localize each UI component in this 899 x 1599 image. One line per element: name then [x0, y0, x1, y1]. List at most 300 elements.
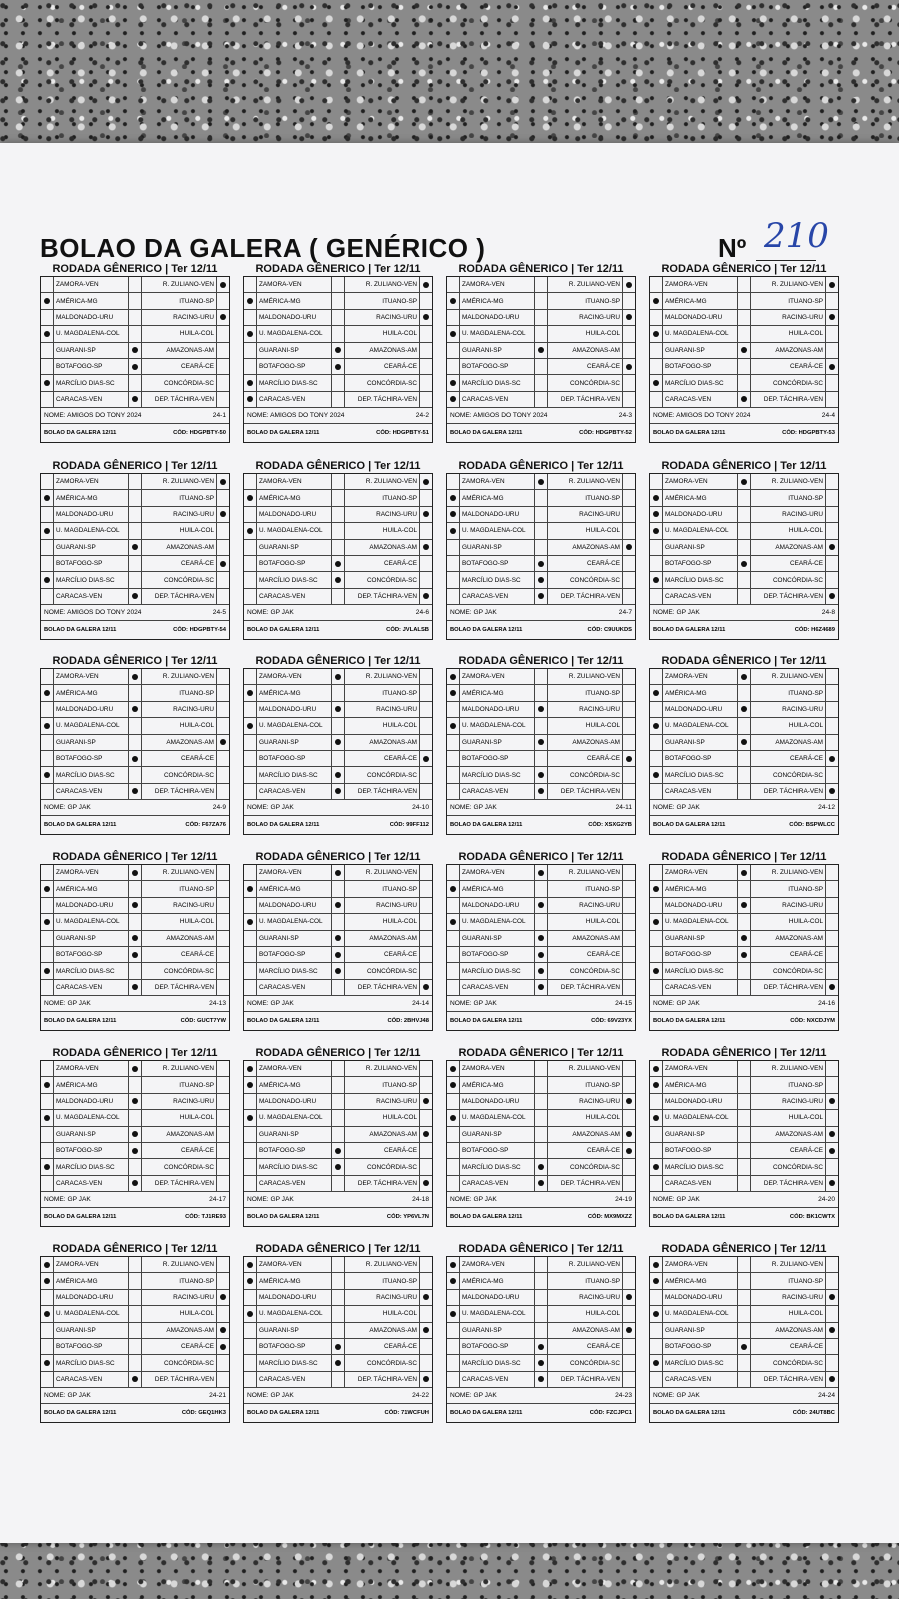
away-team: CEARÁ-CE: [345, 751, 420, 766]
pick-home-cell: [650, 293, 663, 308]
pick-away-cell: [826, 735, 838, 750]
away-team: RACING-URU: [142, 898, 217, 913]
away-team: R. ZULIANO-VEN: [751, 277, 826, 292]
home-team: ZAMORA-VEN: [257, 277, 332, 292]
pick-away-cell: [623, 1159, 635, 1174]
match-row: [41, 947, 229, 963]
pick-draw-cell: [535, 751, 548, 766]
pick-away-cell: [420, 375, 432, 390]
away-team: ITUANO-SP: [142, 685, 217, 700]
ticket-owner: NOME: AMIGOS DO TONY 2024: [44, 412, 142, 420]
ticket-code-row: [447, 1404, 635, 1422]
pick-draw-cell: [332, 702, 345, 717]
ticket-owner-row: [244, 605, 432, 621]
pick-mark-icon: [220, 1344, 226, 1350]
pick-away-cell: [826, 767, 838, 782]
match-row: [650, 1077, 838, 1093]
pick-mark-icon: [44, 723, 50, 729]
match-row: [244, 718, 432, 734]
pick-home-cell: [41, 931, 54, 946]
pick-draw-cell: [738, 685, 751, 700]
away-team: ITUANO-SP: [142, 881, 217, 896]
pick-draw-cell: [535, 1176, 548, 1191]
match-row: [447, 375, 635, 391]
pick-mark-icon: [829, 364, 835, 370]
away-team: AMAZONAS-AM: [142, 1323, 217, 1338]
pick-draw-cell: [535, 1094, 548, 1109]
pick-mark-icon: [335, 1344, 341, 1350]
pick-home-cell: [244, 310, 257, 325]
pick-home-cell: [650, 702, 663, 717]
match-row: [650, 718, 838, 734]
ticket-owner-row: [447, 996, 635, 1012]
pick-draw-cell: [332, 1159, 345, 1174]
home-team: CARACAS-VEN: [460, 589, 535, 604]
ticket-code-row: [41, 1404, 229, 1422]
pick-draw-cell: [129, 718, 142, 733]
ticket-footer-label: BOLAO DA GALERA 12/11: [450, 1410, 523, 1417]
pick-home-cell: [447, 947, 460, 962]
pick-draw-cell: [332, 963, 345, 978]
match-row: [447, 1273, 635, 1289]
home-team: BOTAFOGO-SP: [460, 947, 535, 962]
pick-away-cell: [420, 1094, 432, 1109]
ticket-title: RODADA GÊNERICO | Ter 12/11: [52, 655, 218, 667]
pick-away-cell: [826, 1094, 838, 1109]
ticket-code: CÓD: BK1CWTX: [789, 1214, 835, 1221]
match-row: [447, 540, 635, 556]
pick-away-cell: [217, 751, 229, 766]
home-team: AMÉRICA-MG: [54, 490, 129, 505]
home-team: AMÉRICA-MG: [54, 1273, 129, 1288]
home-team: ZAMORA-VEN: [54, 669, 129, 684]
home-team: GUARANI-SP: [663, 343, 738, 358]
home-team: MALDONADO-URU: [460, 1290, 535, 1305]
home-team: U. MAGDALENA-COL: [54, 718, 129, 733]
ticket-owner-row: [41, 996, 229, 1012]
match-row: [650, 310, 838, 326]
ticket-title: RODADA GÊNERICO | Ter 12/11: [661, 263, 827, 275]
pick-draw-cell: [738, 490, 751, 505]
pick-home-cell: [447, 735, 460, 750]
home-team: MALDONADO-URU: [257, 310, 332, 325]
home-team: MARCÍLIO DIAS-SC: [257, 963, 332, 978]
home-team: ZAMORA-VEN: [663, 1061, 738, 1076]
match-row: [244, 865, 432, 881]
home-team: MALDONADO-URU: [257, 1290, 332, 1305]
away-team: CEARÁ-CE: [345, 556, 420, 571]
ticket-owner: NOME: GP JAK: [247, 1196, 294, 1204]
ticket-id: 24-9: [212, 804, 226, 812]
match-row: [447, 735, 635, 751]
pick-home-cell: [650, 1077, 663, 1092]
pick-mark-icon: [132, 674, 138, 680]
pick-away-cell: [420, 1143, 432, 1158]
pick-home-cell: [650, 947, 663, 962]
match-row: [41, 1159, 229, 1175]
pick-home-cell: [447, 931, 460, 946]
pick-mark-icon: [132, 756, 138, 762]
pick-mark-icon: [653, 1115, 659, 1121]
pick-away-cell: [623, 784, 635, 799]
ticket-footer-label: BOLAO DA GALERA 12/11: [247, 1410, 320, 1417]
pick-home-cell: [447, 474, 460, 489]
pick-away-cell: [826, 1143, 838, 1158]
pick-mark-icon: [220, 739, 226, 745]
ticket-card: [243, 850, 433, 1028]
ticket-owner: NOME: GP JAK: [450, 1196, 497, 1204]
ticket-footer-label: BOLAO DA GALERA 12/11: [247, 1018, 320, 1025]
pick-home-cell: [447, 490, 460, 505]
match-row: [41, 1094, 229, 1110]
pick-mark-icon: [653, 1311, 659, 1317]
pick-mark-icon: [44, 1115, 50, 1121]
ticket-owner-row: [41, 1388, 229, 1404]
pick-away-cell: [420, 1339, 432, 1354]
ticket-title: RODADA GÊNERICO | Ter 12/11: [52, 851, 218, 863]
away-team: RACING-URU: [142, 507, 217, 522]
pick-draw-cell: [129, 375, 142, 390]
pick-mark-icon: [247, 1115, 253, 1121]
pick-mark-icon: [132, 935, 138, 941]
pick-home-cell: [447, 1061, 460, 1076]
home-team: MARCÍLIO DIAS-SC: [54, 767, 129, 782]
away-team: R. ZULIANO-VEN: [345, 669, 420, 684]
pick-home-cell: [41, 1257, 54, 1272]
pick-away-cell: [217, 1339, 229, 1354]
pick-away-cell: [623, 540, 635, 555]
pick-draw-cell: [535, 293, 548, 308]
pick-draw-cell: [738, 589, 751, 604]
pick-home-cell: [650, 540, 663, 555]
pick-home-cell: [447, 523, 460, 538]
away-team: R. ZULIANO-VEN: [751, 865, 826, 880]
away-team: ITUANO-SP: [751, 293, 826, 308]
pick-mark-icon: [741, 1344, 747, 1350]
pick-home-cell: [41, 1290, 54, 1305]
match-row: [650, 980, 838, 996]
home-team: CARACAS-VEN: [257, 784, 332, 799]
match-row: [41, 1290, 229, 1306]
home-team: MARCÍLIO DIAS-SC: [663, 1355, 738, 1370]
home-team: AMÉRICA-MG: [257, 1273, 332, 1288]
pick-draw-cell: [332, 865, 345, 880]
pick-draw-cell: [738, 277, 751, 292]
match-row: [650, 326, 838, 342]
ticket-title: RODADA GÊNERICO | Ter 12/11: [255, 263, 421, 275]
away-team: HUILA-COL: [142, 718, 217, 733]
pick-mark-icon: [44, 1360, 50, 1366]
pick-draw-cell: [332, 1273, 345, 1288]
pick-away-cell: [217, 767, 229, 782]
away-team: CEARÁ-CE: [548, 751, 623, 766]
pick-home-cell: [650, 963, 663, 978]
ticket-owner: NOME: GP JAK: [653, 1000, 700, 1008]
home-team: BOTAFOGO-SP: [663, 947, 738, 962]
ticket-owner: NOME: AMIGOS DO TONY 2024: [653, 412, 751, 420]
away-team: RACING-URU: [548, 702, 623, 717]
pick-mark-icon: [829, 756, 835, 762]
pick-home-cell: [447, 326, 460, 341]
away-team: HUILA-COL: [548, 1306, 623, 1321]
ticket-footer-label: BOLAO DA GALERA 12/11: [44, 430, 117, 437]
pick-away-cell: [420, 881, 432, 896]
home-team: ZAMORA-VEN: [54, 1257, 129, 1272]
pick-draw-cell: [738, 1257, 751, 1272]
pick-away-cell: [623, 1094, 635, 1109]
away-team: CEARÁ-CE: [142, 556, 217, 571]
away-team: AMAZONAS-AM: [548, 1127, 623, 1142]
pick-home-cell: [41, 540, 54, 555]
match-row: [244, 1339, 432, 1355]
pick-draw-cell: [332, 1290, 345, 1305]
ticket-id: 24-23: [615, 1392, 632, 1400]
match-row: [447, 507, 635, 523]
pick-draw-cell: [738, 718, 751, 733]
match-row: [41, 572, 229, 588]
match-row: [650, 669, 838, 685]
pick-away-cell: [217, 293, 229, 308]
match-row: [447, 589, 635, 605]
ticket-code: CÓD: HDGPBTY-50: [173, 430, 226, 437]
pick-draw-cell: [332, 1061, 345, 1076]
pick-mark-icon: [450, 1115, 456, 1121]
pick-mark-icon: [44, 380, 50, 386]
away-team: DEP. TÁCHIRA-VEN: [345, 392, 420, 407]
pick-draw-cell: [535, 375, 548, 390]
match-row: [244, 375, 432, 391]
ticket-owner-row: [447, 408, 635, 424]
pick-away-cell: [420, 767, 432, 782]
away-team: DEP. TÁCHIRA-VEN: [345, 784, 420, 799]
home-team: GUARANI-SP: [257, 1127, 332, 1142]
pick-draw-cell: [535, 980, 548, 995]
pick-home-cell: [650, 474, 663, 489]
home-team: MARCÍLIO DIAS-SC: [257, 572, 332, 587]
pick-away-cell: [623, 375, 635, 390]
pick-mark-icon: [450, 723, 456, 729]
pick-draw-cell: [535, 540, 548, 555]
ticket-owner: NOME: GP JAK: [44, 1196, 91, 1204]
pick-away-cell: [623, 556, 635, 571]
ticket-table: [40, 473, 230, 640]
ticket-code: CÓD: 99FF112: [389, 822, 429, 829]
pick-mark-icon: [538, 1180, 544, 1186]
away-team: AMAZONAS-AM: [142, 1127, 217, 1142]
pick-mark-icon: [247, 1066, 253, 1072]
pick-draw-cell: [332, 718, 345, 733]
pick-mark-icon: [741, 396, 747, 402]
pick-draw-cell: [738, 392, 751, 407]
away-team: CONCÓRDIA-SC: [345, 767, 420, 782]
pick-home-cell: [41, 326, 54, 341]
pick-away-cell: [623, 1323, 635, 1338]
match-row: [41, 507, 229, 523]
ticket-code-row: [447, 1012, 635, 1030]
home-team: U. MAGDALENA-COL: [257, 718, 332, 733]
away-team: CONCÓRDIA-SC: [751, 1159, 826, 1174]
pick-away-cell: [217, 1143, 229, 1158]
ticket-table: [40, 1060, 230, 1227]
pick-mark-icon: [335, 347, 341, 353]
pick-home-cell: [447, 1290, 460, 1305]
pick-home-cell: [244, 980, 257, 995]
away-team: DEP. TÁCHIRA-VEN: [345, 1176, 420, 1191]
pick-away-cell: [826, 310, 838, 325]
match-row: [244, 1290, 432, 1306]
ticket-table: [649, 668, 839, 835]
pick-away-cell: [623, 1355, 635, 1370]
granite-surface-bottom: [0, 1538, 899, 1599]
away-team: AMAZONAS-AM: [751, 735, 826, 750]
pick-draw-cell: [535, 589, 548, 604]
pick-mark-icon: [450, 380, 456, 386]
pick-mark-icon: [450, 396, 456, 402]
pick-mark-icon: [626, 1294, 632, 1300]
match-row: [650, 1110, 838, 1126]
pick-draw-cell: [738, 980, 751, 995]
home-team: MALDONADO-URU: [257, 702, 332, 717]
pick-home-cell: [650, 980, 663, 995]
ticket-table: [243, 473, 433, 640]
pick-away-cell: [623, 589, 635, 604]
match-row: [650, 1306, 838, 1322]
pick-draw-cell: [738, 556, 751, 571]
home-team: MARCÍLIO DIAS-SC: [663, 1159, 738, 1174]
pick-home-cell: [650, 865, 663, 880]
ticket-owner: NOME: GP JAK: [247, 1392, 294, 1400]
away-team: CEARÁ-CE: [751, 947, 826, 962]
ticket-table: [243, 864, 433, 1031]
home-team: U. MAGDALENA-COL: [54, 326, 129, 341]
match-row: [244, 1061, 432, 1077]
pick-home-cell: [41, 507, 54, 522]
match-row: [41, 751, 229, 767]
pick-draw-cell: [332, 556, 345, 571]
pick-home-cell: [447, 1159, 460, 1174]
match-row: [41, 1372, 229, 1388]
pick-mark-icon: [423, 282, 429, 288]
pick-mark-icon: [450, 331, 456, 337]
pick-draw-cell: [332, 1110, 345, 1125]
pick-away-cell: [420, 293, 432, 308]
home-team: GUARANI-SP: [663, 1127, 738, 1142]
match-row: [244, 343, 432, 359]
ticket-table: [40, 668, 230, 835]
pick-home-cell: [41, 735, 54, 750]
pick-draw-cell: [332, 1176, 345, 1191]
match-row: [41, 490, 229, 506]
pick-away-cell: [826, 523, 838, 538]
ticket-table: [40, 864, 230, 1031]
away-team: DEP. TÁCHIRA-VEN: [345, 1372, 420, 1387]
pick-mark-icon: [653, 919, 659, 925]
pick-away-cell: [623, 1077, 635, 1092]
match-row: [41, 523, 229, 539]
pick-away-cell: [217, 718, 229, 733]
pick-home-cell: [650, 881, 663, 896]
pick-mark-icon: [247, 298, 253, 304]
match-row: [650, 556, 838, 572]
pick-draw-cell: [332, 1355, 345, 1370]
away-team: HUILA-COL: [142, 1110, 217, 1125]
pick-draw-cell: [129, 556, 142, 571]
pick-away-cell: [623, 914, 635, 929]
pick-home-cell: [41, 1339, 54, 1354]
away-team: RACING-URU: [751, 1290, 826, 1305]
away-team: RACING-URU: [142, 310, 217, 325]
ticket-code: CÓD: 71WCFUH: [384, 1410, 429, 1417]
home-team: ZAMORA-VEN: [460, 669, 535, 684]
ticket-card: [446, 850, 636, 1028]
match-row: [41, 980, 229, 996]
ticket-owner: NOME: AMIGOS DO TONY 2024: [450, 412, 548, 420]
ticket-title: RODADA GÊNERICO | Ter 12/11: [661, 655, 827, 667]
ticket-table: [446, 276, 636, 443]
away-team: ITUANO-SP: [751, 1273, 826, 1288]
pick-draw-cell: [332, 359, 345, 374]
pick-away-cell: [623, 963, 635, 978]
match-row: [244, 963, 432, 979]
pick-away-cell: [826, 881, 838, 896]
pick-draw-cell: [129, 1290, 142, 1305]
away-team: HUILA-COL: [345, 718, 420, 733]
ticket-owner: NOME: GP JAK: [450, 804, 497, 812]
match-row: [447, 1323, 635, 1339]
away-team: CEARÁ-CE: [751, 556, 826, 571]
ticket-title: RODADA GÊNERICO | Ter 12/11: [661, 460, 827, 472]
away-team: CEARÁ-CE: [751, 359, 826, 374]
match-row: [244, 767, 432, 783]
match-row: [41, 1061, 229, 1077]
ticket-title: RODADA GÊNERICO | Ter 12/11: [52, 1243, 218, 1255]
pick-mark-icon: [626, 1131, 632, 1137]
pick-draw-cell: [535, 1290, 548, 1305]
pick-mark-icon: [538, 788, 544, 794]
away-team: DEP. TÁCHIRA-VEN: [345, 980, 420, 995]
pick-draw-cell: [738, 914, 751, 929]
ticket-code-row: [244, 1208, 432, 1226]
home-team: ZAMORA-VEN: [663, 669, 738, 684]
pick-home-cell: [244, 947, 257, 962]
ticket-code-row: [244, 816, 432, 834]
pick-away-cell: [826, 898, 838, 913]
pick-home-cell: [650, 589, 663, 604]
pick-home-cell: [244, 669, 257, 684]
ticket-code: CÓD: F67ZA76: [185, 822, 226, 829]
home-team: MARCÍLIO DIAS-SC: [54, 963, 129, 978]
home-team: MARCÍLIO DIAS-SC: [663, 963, 738, 978]
match-row: [650, 1159, 838, 1175]
away-team: AMAZONAS-AM: [345, 540, 420, 555]
home-team: AMÉRICA-MG: [460, 490, 535, 505]
pick-away-cell: [420, 507, 432, 522]
pick-mark-icon: [829, 788, 835, 794]
pick-away-cell: [826, 277, 838, 292]
away-team: AMAZONAS-AM: [548, 1323, 623, 1338]
pick-draw-cell: [738, 507, 751, 522]
pick-away-cell: [623, 702, 635, 717]
pick-draw-cell: [129, 1273, 142, 1288]
home-team: CARACAS-VEN: [54, 784, 129, 799]
pick-away-cell: [623, 898, 635, 913]
home-team: U. MAGDALENA-COL: [663, 523, 738, 538]
pick-draw-cell: [535, 702, 548, 717]
pick-away-cell: [826, 375, 838, 390]
pick-away-cell: [217, 277, 229, 292]
away-team: HUILA-COL: [142, 914, 217, 929]
pick-mark-icon: [132, 902, 138, 908]
